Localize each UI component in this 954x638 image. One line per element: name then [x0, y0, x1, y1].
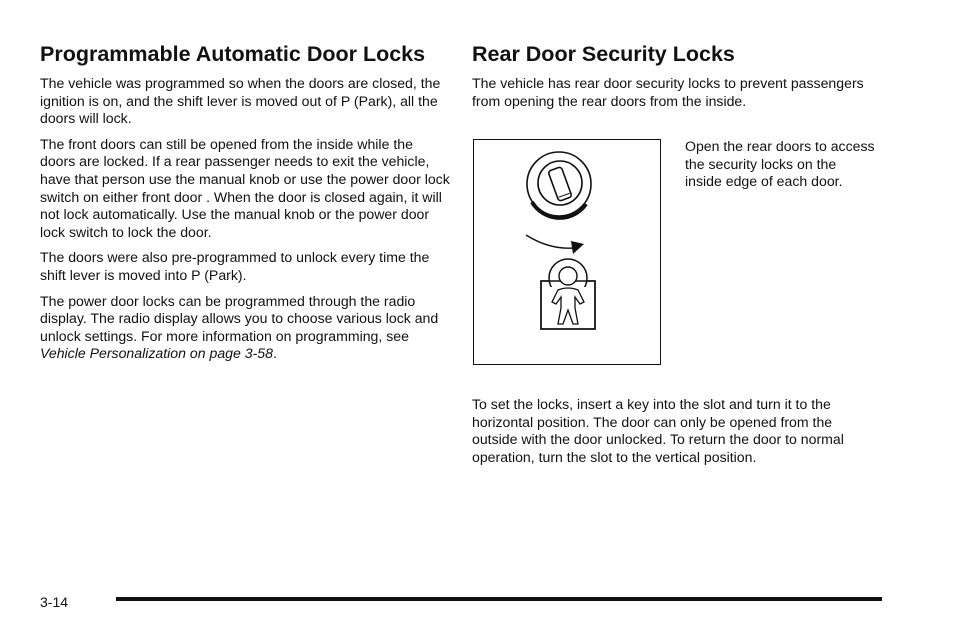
paragraph-end: .	[272, 345, 277, 362]
page-number: 3-14	[40, 594, 69, 610]
cross-reference-link[interactable]: Vehicle Personalization on page 3-58	[40, 345, 273, 362]
paragraph: The vehicle has rear door security locks to prevent passengers from opening the rear doors from the inside.	[472, 75, 864, 109]
instructions	[472, 396, 872, 474]
security-lock-illustration	[473, 139, 661, 365]
paragraph	[40, 293, 450, 363]
lock-diagram	[474, 140, 660, 364]
left-column	[40, 42, 450, 371]
section-heading-programmable-locks: Programmable Automatic Door Locks	[40, 42, 426, 66]
caption-text: Open the rear doors to access the security locks on the inside edge of each door.	[685, 138, 875, 190]
paragraph: To set the locks, insert a key into the slot and turn it to the horizontal position. The door can only be opened from the outside with the door unlocked. To return the door to normal operation, turn the slot to the vertical position.	[472, 396, 844, 465]
section-heading-rear-door-locks: Rear Door Security Locks	[472, 42, 735, 66]
paragraph: The vehicle was programmed so when the doors are closed, the ignition is on, and the shift lever is moved out of P (Park), all the doors will lock.	[40, 75, 441, 127]
paragraph-text: The power door locks can be programmed through the radio display. The radio display allows you to choose various lock and unlock settings. For more information on programming, see	[40, 292, 439, 344]
figure-caption	[685, 138, 875, 199]
turn-arrow-icon	[526, 235, 574, 248]
paragraph: The doors were also pre-programmed to unlock every time the shift lever is moved into P (Park).	[40, 249, 430, 283]
footer-rule	[116, 597, 882, 601]
child-head-icon	[559, 267, 577, 285]
paragraph: The front doors can still be opened from the inside while the doors are locked. If a rear passenger needs to exit the vehicle, have that person use the manual knob or use the power door lock switch on either front door . When the door is closed again, it will not lock automatically. Use the manual knob or the power door lock switch to lock the door.	[40, 135, 450, 240]
right-column	[472, 42, 872, 118]
arrow-head-icon	[571, 241, 584, 254]
